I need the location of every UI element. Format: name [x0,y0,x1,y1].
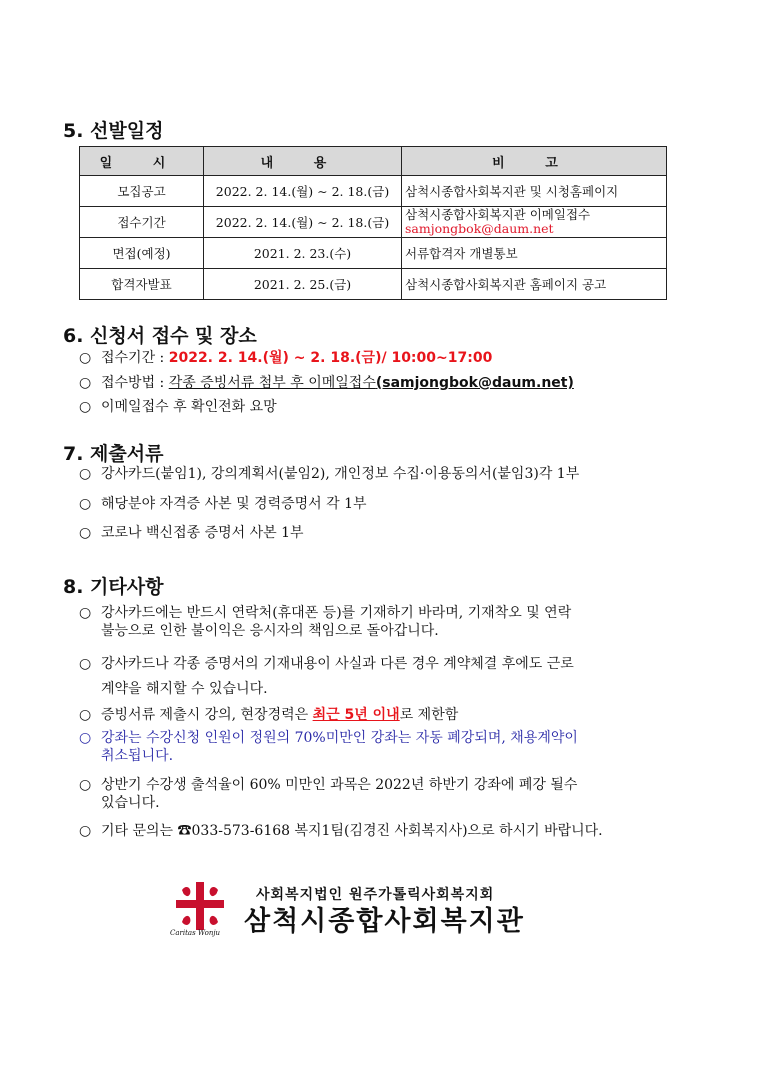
cell-label: 면접(예정) [80,238,204,269]
section-5-heading: 5. 선발일정 [63,120,164,142]
list-item [79,776,577,812]
table-row [80,269,667,300]
header-note: 비 고 [402,147,667,176]
header-date: 일 시 [80,147,204,176]
table-row [80,238,667,269]
cell-label: 모집공고 [80,176,204,207]
item-text: 이메일접수 후 확인전화 요망 [101,399,277,415]
section-6-heading: 6. 신청서 접수 및 장소 [63,325,257,347]
item-text: 해당분야 자격증 사본 및 경력증명서 각 1부 [101,496,367,512]
item-text: 계약을 해지할 수 있습니다. [101,681,268,697]
list-item [79,706,458,724]
email-link[interactable]: samjongbok@daum.net [405,221,554,236]
period-value: 2022. 2. 14.(월) ~ 2. 18.(금)/ 10:00~17:00 [168,350,493,366]
bullet-icon: ○ [79,730,92,746]
item-text: 불능으로 인한 불이익은 응시자의 책임으로 돌아갑니다. [101,623,439,639]
cell-date: 2022. 2. 14.(월) ∼ 2. 18.(금) [204,207,402,238]
item-text: 강사카드나 각종 증명서의 기재내용이 사실과 다른 경우 계약체결 후에도 근로 [101,656,574,672]
bullet-icon: ○ [79,707,92,723]
org-name: 삼척시종합사회복지관 [244,906,525,937]
list-item [79,374,574,392]
cell-date: 2021. 2. 23.(수) [204,238,402,269]
caritas-cross-icon [176,882,224,930]
highlight-text: 최근 5년 이내 [312,707,400,723]
list-item [79,729,578,765]
logo-caption: Caritas Wonju [170,929,221,937]
item-text: 강좌는 수강신청 인원이 정원의 70%미만인 강좌는 자동 폐강되며, 채용계약이 [101,730,578,746]
method-text: 각종 증빙서류 첨부 후 이메일접수 [168,375,376,391]
cell-date: 2022. 2. 14.(월) ∼ 2. 18.(금) [204,176,402,207]
item-text: 강사카드에는 반드시 연락처(휴대폰 등)를 기재하기 바라며, 기재착오 및 연락 [101,605,572,621]
cell-note [402,207,667,238]
list-item [79,465,579,483]
bullet-icon: ○ [79,656,92,672]
header-content: 내 용 [204,147,402,176]
section-8-heading: 8. 기타사항 [63,576,164,598]
list-item [79,604,571,640]
item-text: 강사카드(붙임1), 강의계획서(붙임2), 개인정보 수집·이용동의서(붙임3)각 1부 [101,466,580,482]
bullet-icon: ○ [79,496,92,512]
item-text: 있습니다. [101,795,160,811]
table-header-row [80,147,667,176]
table-row [80,207,667,238]
bullet-icon: ○ [79,399,92,415]
item-text: 코로나 백신접종 증명서 사본 1부 [101,525,304,541]
table-row [80,176,667,207]
cell-note-text: 삼척시종합사회복지관 이메일접수 [405,207,591,222]
list-item [79,495,367,513]
list-item [79,822,603,840]
bullet-icon: ○ [79,466,92,482]
bullet-icon: ○ [79,375,92,391]
cell-label: 합격자발표 [80,269,204,300]
item-text: 로 제한함 [399,707,459,723]
bullet-icon: ○ [79,350,92,366]
bullet-icon: ○ [79,605,92,621]
cell-note: 서류합격자 개별통보 [402,238,667,269]
list-item [79,398,277,416]
bullet-icon: ○ [79,525,92,541]
item-text: 증빙서류 제출시 강의, 현장경력은 [101,707,313,723]
schedule-table [79,146,667,300]
email-link[interactable]: (samjongbok@daum.net) [375,375,574,391]
cell-label: 접수기간 [80,207,204,238]
list-item [79,652,574,702]
item-label: 접수방법 : [101,375,169,391]
item-text: 상반기 수강생 출석율이 60% 미만인 과목은 2022년 하반기 강좌에 폐강 될수 [101,777,578,793]
item-text: 기타 문의는 ☎033-573-6168 복지1팀(김경진 사회복지사)으로 하시기 바랍니다. [101,823,603,839]
list-item [79,349,492,367]
bullet-icon: ○ [79,777,92,793]
section-7-heading: 7. 제출서류 [63,443,164,465]
item-text: 취소됩니다. [101,748,174,764]
cell-note: 삼척시종합사회복지관 및 시청홈페이지 [402,176,667,207]
item-label: 접수기간 : [101,350,169,366]
bullet-icon: ○ [79,823,92,839]
list-item [79,524,304,542]
cell-date: 2021. 2. 25.(금) [204,269,402,300]
org-parent-name: 사회복지법인 원주가톨릭사회복지회 [256,887,495,903]
cell-note: 삼척시종합사회복지관 홈페이지 공고 [402,269,667,300]
